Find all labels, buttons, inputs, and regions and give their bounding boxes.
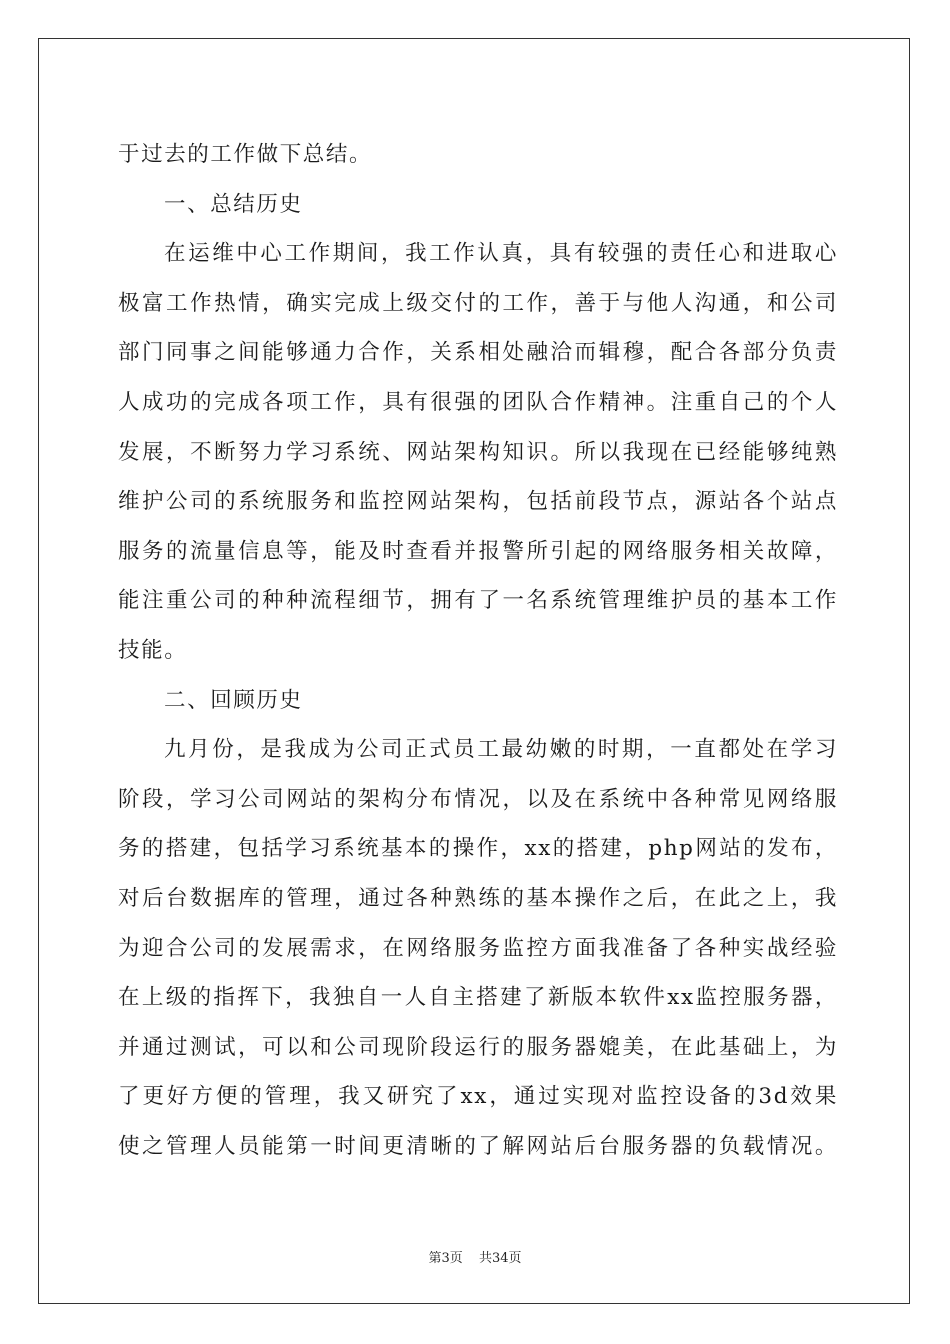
page-number: 第3页 xyxy=(428,1251,463,1266)
text-line: 在运维中心工作期间，我工作认真，具有较强的责任心和进取心 xyxy=(164,241,838,267)
text-line: 服务的流量信息等，能及时查看并报警所引起的网络服务相关故障， xyxy=(118,538,838,564)
text-line: 九月份，是我成为公司正式员工最幼嫩的时期，一直都处在学习 xyxy=(164,737,838,763)
text-line: 部门同事之间能够通力合作，关系相处融洽而辑穆，配合各部分负责 xyxy=(118,340,838,366)
text-line: 务的搭建，包括学习系统基本的操作，xx的搭建，php网站的发布， xyxy=(118,836,838,862)
text-line: 极富工作热情，确实完成上级交付的工作，善于与他人沟通，和公司 xyxy=(118,290,838,316)
text-line: 对后台数据库的管理，通过各种熟练的基本操作之后，在此之上，我 xyxy=(118,885,838,911)
text-line: 于过去的工作做下总结。 xyxy=(118,142,373,167)
text-line: 发展，不断努力学习系统、网站架构知识。所以我现在已经能够纯熟 xyxy=(118,439,838,465)
text-line: 并通过测试，可以和公司现阶段运行的服务器媲美，在此基础上，为 xyxy=(118,1034,838,1060)
page-footer xyxy=(0,1247,950,1266)
text-line: 使之管理人员能第一时间更清晰的了解网站后台服务器的负载情况。 xyxy=(118,1133,838,1159)
text-line: 一、总结历史 xyxy=(164,191,303,217)
text-line: 了更好方便的管理，我又研究了xx，通过实现对监控设备的3d效果 xyxy=(118,1084,838,1110)
text-line: 在上级的指挥下，我独自一人自主搭建了新版本软件xx监控服务器， xyxy=(118,985,838,1011)
text-line: 维护公司的系统服务和监控网站架构，包括前段节点，源站各个站点 xyxy=(118,489,838,515)
text-line: 能注重公司的种种流程细节，拥有了一名系统管理维护员的基本工作 xyxy=(118,588,838,614)
document-body xyxy=(118,130,838,1171)
text-line: 阶段，学习公司网站的架构分布情况，以及在系统中各种常见网络服 xyxy=(118,786,838,812)
total-pages: 共34页 xyxy=(478,1251,522,1266)
text-line: 为迎合公司的发展需求，在网络服务监控方面我准备了各种实战经验 xyxy=(118,935,838,961)
text-line: 技能。 xyxy=(118,637,188,663)
text-line: 人成功的完成各项工作，具有很强的团队合作精神。注重自己的个人 xyxy=(118,389,838,415)
text-line: 二、回顾历史 xyxy=(164,687,303,713)
